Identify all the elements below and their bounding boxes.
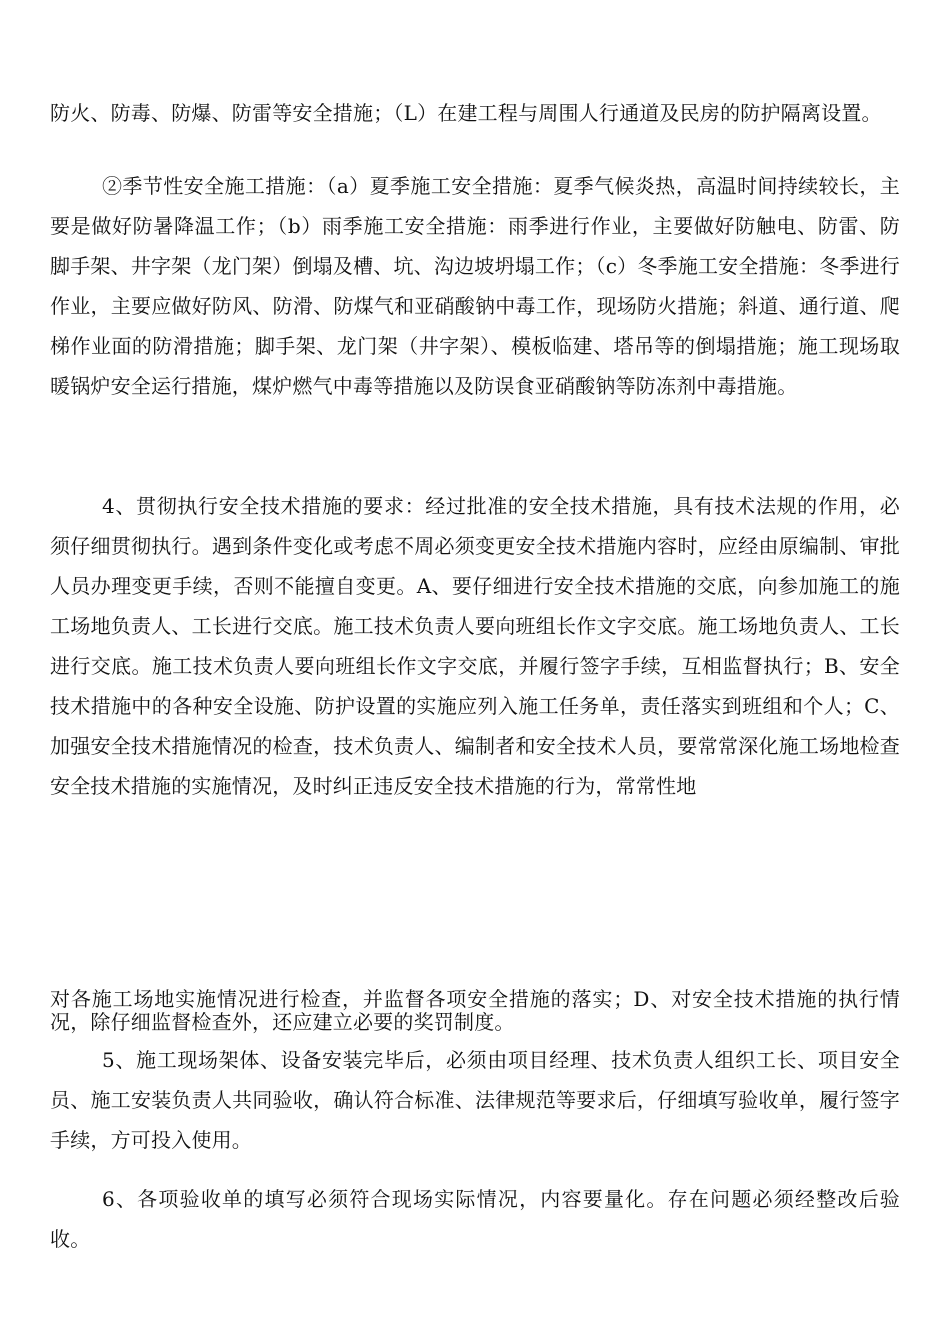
paragraph-equipment-acceptance: 5、施工现场架体、设备安装完毕后，必须由项目经理、技术负责人组织工长、项目安全员、施工安装负责人共同验收，确认符合标准、法律规范等要求后，仔细填写验收单，履行签字手续，方可投入使用。 — [50, 1048, 900, 1152]
paragraph-safety-measures-end: 防火、防毒、防爆、防雷等安全措施；（L）在建工程与周围人行通道及民房的防护隔离设置。 — [50, 101, 882, 125]
paragraph-implementation-requirements: 4、贯彻执行安全技术措施的要求：经过批准的安全技术措施，具有技术法规的作用，必须仔细贯彻执行。遇到条件变化或考虑不周必须变更安全技术措施内容时，应经由原编制、审批人员办理变更手续，否则不能擅自变更。A、要仔细进行安全技术措施的交底，向参加施工的施工场地负责人、工长进行交底。施工技术负责人要向班组长作文字交底。施工场地负责人、工长进行交底。施工技术负责人要向班组长作文字交底，并履行签字手续，互相监督执行；B、安全技术措施中的各种安全设施、防护设置的实施应列入施工任务单，责任落实到班组和个人；C、加强安全技术措施情况的检查，技术负责人、编制者和安全技术人员，要常常深化施工场地检查安全技术措施的实施情况，及时纠正违反安全技术措施的行为，常常性地 — [50, 494, 900, 798]
paragraph-inspection-continued: 对各施工场地实施情况进行检查，并监督各项安全措施的落实；D、对安全技术措施的执行情况，除仔细监督检查外，还应建立必要的奖罚制度。 — [50, 987, 900, 1034]
paragraph-acceptance-forms: 6、各项验收单的填写必须符合现场实际情况，内容要量化。存在问题必须经整改后验收。 — [50, 1187, 900, 1251]
paragraph-seasonal-safety-measures: ②季节性安全施工措施：（a）夏季施工安全措施：夏季气候炎热，高温时间持续较长，主要是做好防暑降温工作；（b）雨季施工安全措施：雨季进行作业，主要做好防触电、防雷、防脚手架、井字架（龙门架）倒塌及槽、坑、沟边坡坍塌工作；（c）冬季施工安全措施：冬季进行作业，主要应做好防风、防滑、防煤气和亚硝酸钠中毒工作，现场防火措施；斜道、通行道、爬梯作业面的防滑措施；脚手架、龙门架（井字架）、模板临建、塔吊等的倒塌措施；施工现场取暖锅炉安全运行措施，煤炉燃气中毒等措施以及防误食亚硝酸钠等防冻剂中毒措施。 — [50, 174, 900, 398]
